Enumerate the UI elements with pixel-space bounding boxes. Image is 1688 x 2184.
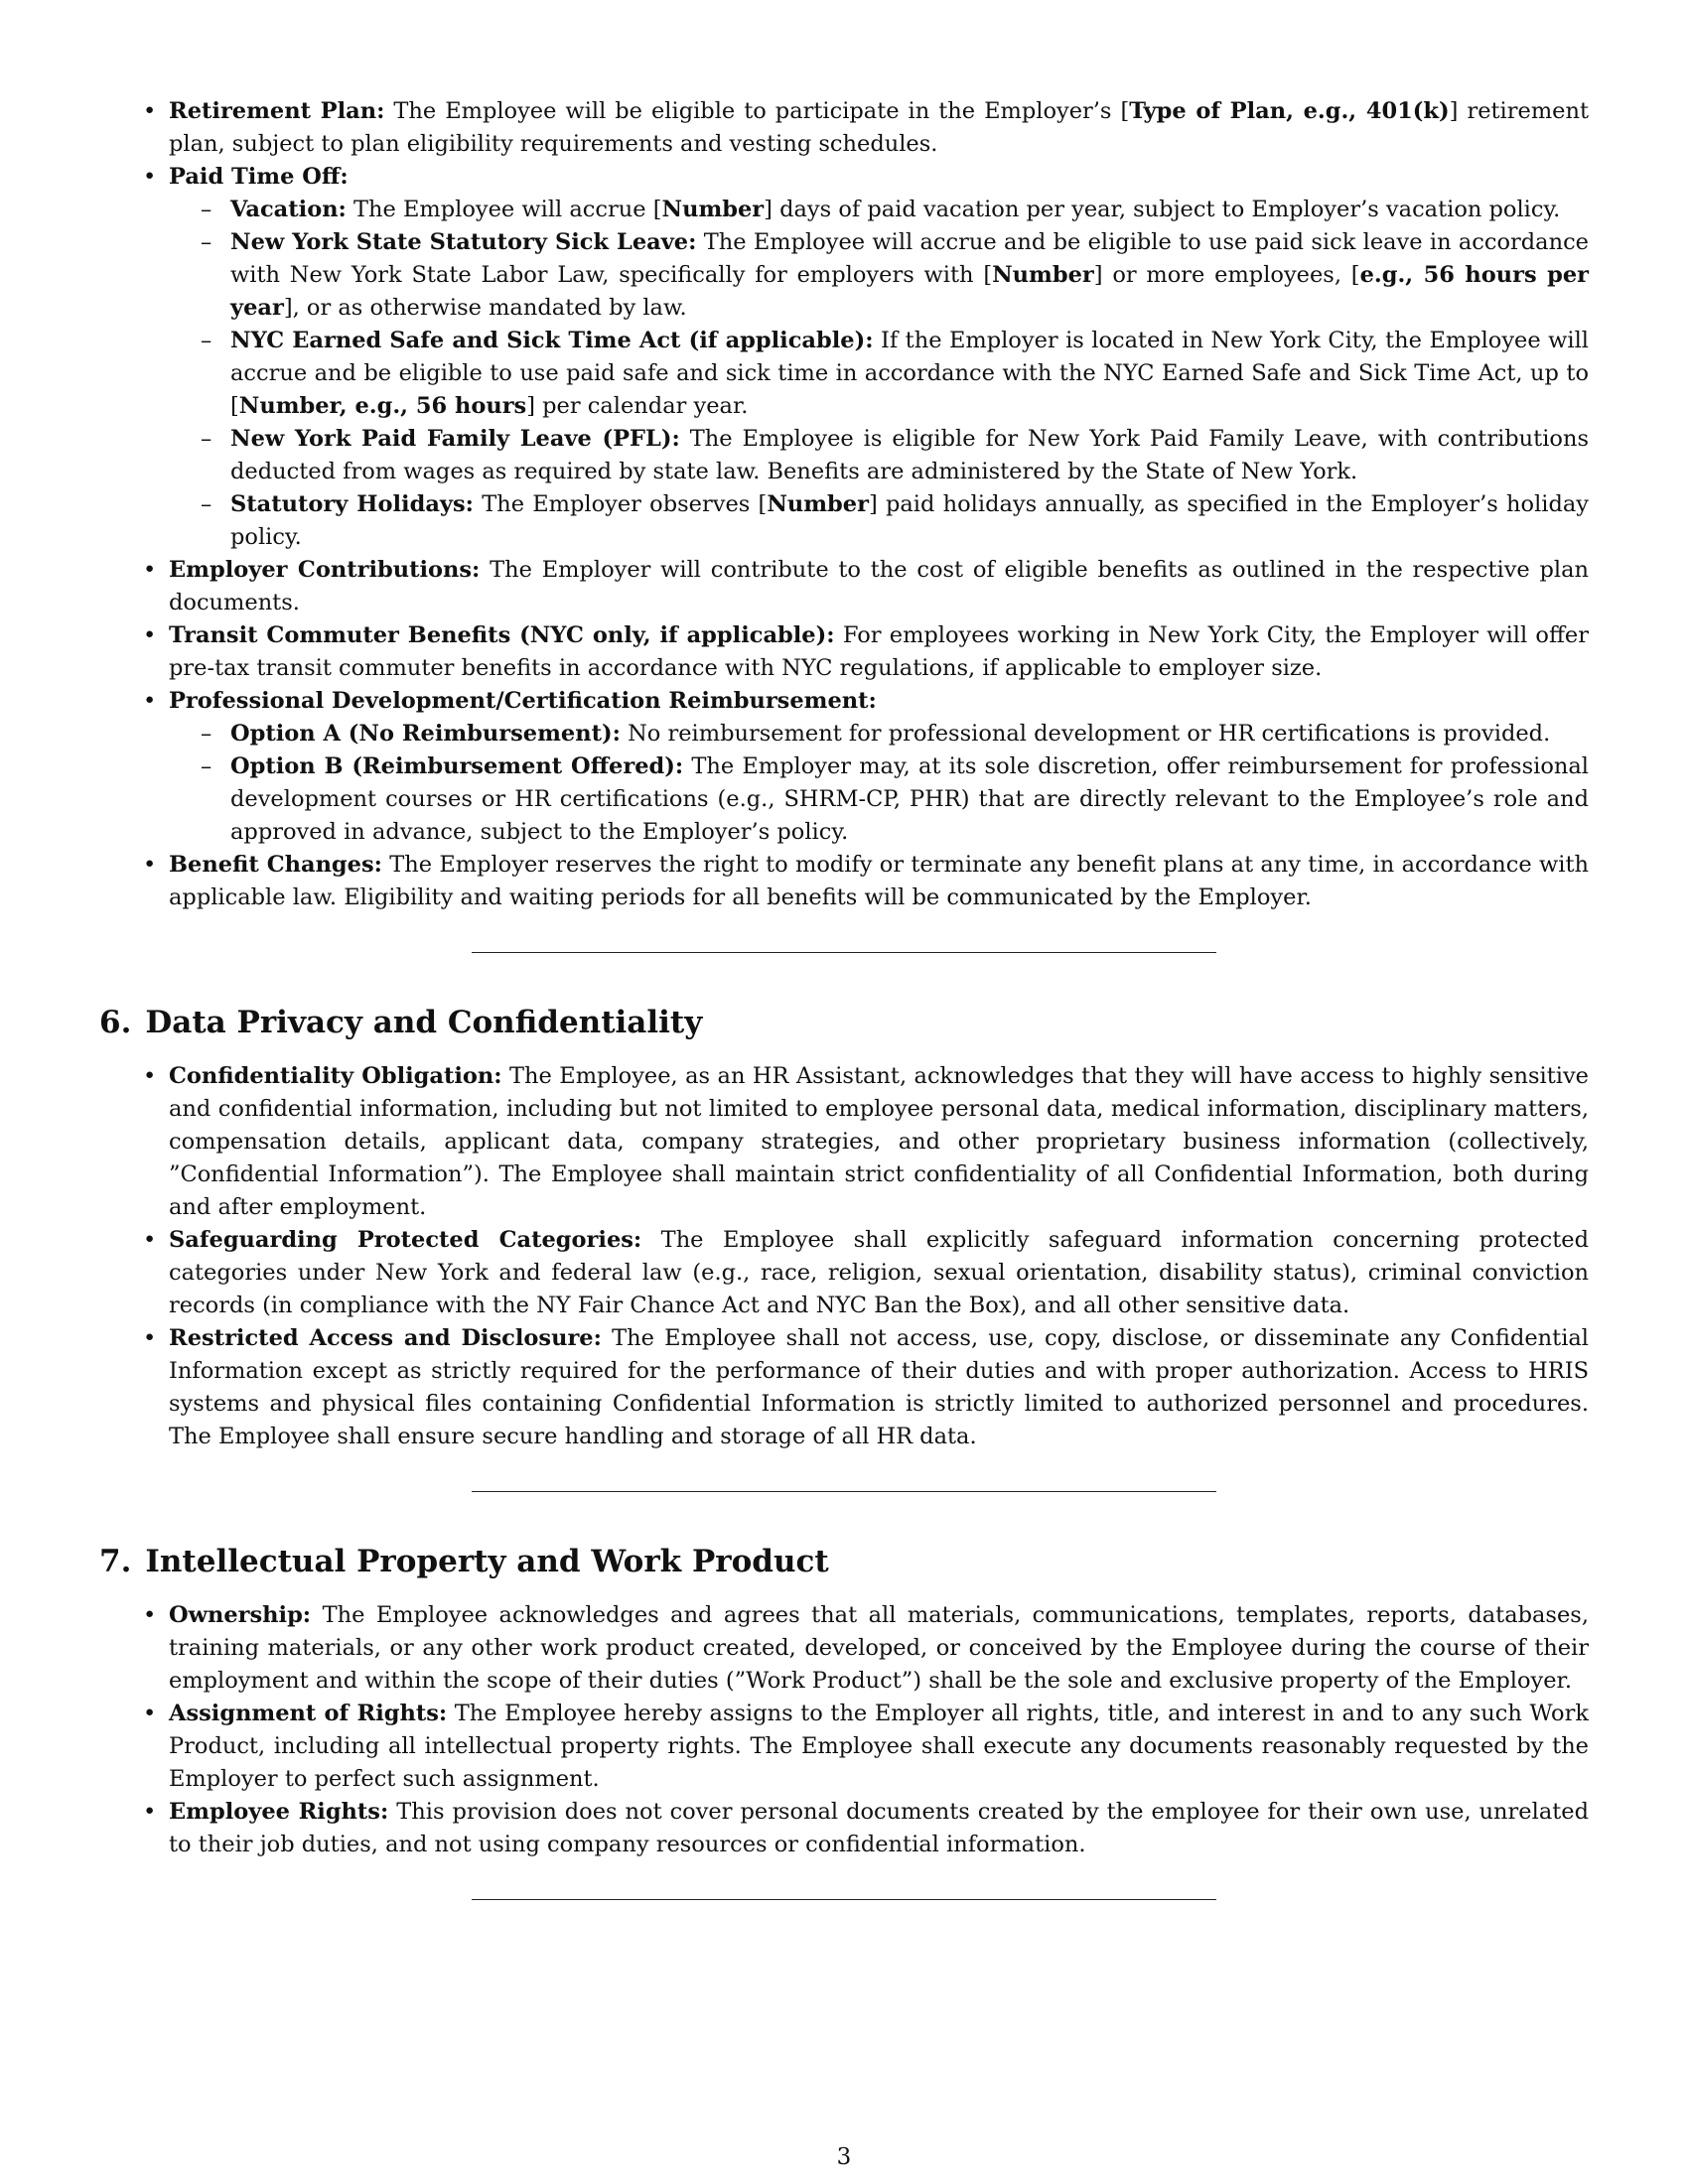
horizontal-divider xyxy=(472,1899,1216,1900)
item-label: Assignment of Rights: xyxy=(169,1701,448,1726)
list-item xyxy=(169,1796,1589,1861)
text: This provision does not cover personal documents created by the employee for their own use, unrelated to their job duties, and not using company resources or confidential information. xyxy=(169,1799,1589,1857)
sublist-item-holidays xyxy=(230,488,1589,554)
text: No reimbursement for professional development or HR certifications is provided. xyxy=(620,721,1551,747)
placeholder-text: Number xyxy=(767,491,869,517)
text: The Employee will be eligible to participate in the Employer’s [ xyxy=(384,98,1130,124)
sublist-item-nys-sick-leave xyxy=(230,226,1589,325)
list-item xyxy=(169,1599,1589,1698)
placeholder-text: Number xyxy=(661,197,765,222)
list-item xyxy=(169,1322,1589,1453)
sublist-item-vacation xyxy=(230,194,1589,226)
list-item-employer-contributions xyxy=(169,554,1589,619)
pto-sublist xyxy=(169,194,1589,554)
sublist-item-pfl xyxy=(230,423,1589,488)
item-label: Statutory Holidays: xyxy=(230,491,474,517)
text: The Employer will contribute to the cost of eligible benefits as outlined in the respective plan documents. xyxy=(169,557,1590,615)
list-item xyxy=(169,1060,1589,1224)
list-item-professional-development xyxy=(169,685,1589,849)
placeholder-text: Type of Plan, e.g., 401(k) xyxy=(1129,98,1450,124)
item-label: Restricted Access and Disclosure: xyxy=(169,1325,602,1351)
prof-dev-sublist xyxy=(169,718,1589,849)
section-7-list xyxy=(99,1599,1589,1861)
text: The Employee hereby assigns to the Employer all rights, title, and interest in and to any such Work Product, including all intellectual property rights. The Employee shall execute any documents reasonably requested by the Employer to perfect such assignment. xyxy=(169,1701,1589,1792)
document-page xyxy=(99,95,1589,1950)
text: The Employee will accrue [ xyxy=(346,197,662,222)
sublist-item-nyc-esst xyxy=(230,325,1589,423)
section-number: 6. xyxy=(99,1005,132,1040)
item-label: Employer Contributions: xyxy=(169,557,481,583)
item-label: Transit Commuter Benefits (NYC only, if applicable): xyxy=(169,622,835,648)
section-title: Data Privacy and Confidentiality xyxy=(145,1005,703,1040)
text: The Employee, as an HR Assistant, acknowledges that they will have access to highly sensitive and confidential information, including but not limited to employee personal data, medical information, disciplinary matters, compensation details, applicant data, company strategies, and other proprietary business information (collectively, ”Confidential Information”). The Employee shall maintain strict confidentiality of all Confidential Information, both during and after employment. xyxy=(169,1063,1589,1220)
list-item-transit-benefits xyxy=(169,619,1589,685)
benefits-list xyxy=(99,95,1589,914)
list-item xyxy=(169,1224,1589,1322)
text: If the Employer is located in New York City, the Employee will accrue and be eligible to use paid safe and sick time in accordance with the NYC Earned Safe and Sick Time Act, up to [ xyxy=(230,328,1589,419)
text: The Employer may, at its sole discretion, offer reimbursement for professional development courses or HR certifications (e.g., SHRM-CP, PHR) that are directly relevant to the Employee’s role and approved in advance, subject to the Employer’s policy. xyxy=(230,753,1589,845)
item-label: Benefit Changes: xyxy=(169,852,382,878)
text: The Employer observes [ xyxy=(473,491,768,517)
list-item xyxy=(169,1698,1589,1796)
item-label: Option B (Reimbursement Offered): xyxy=(230,753,684,779)
placeholder-text: Number xyxy=(992,262,1094,288)
list-item-benefit-changes xyxy=(169,849,1589,914)
section-heading-7 xyxy=(99,1542,1589,1581)
item-label: Professional Development/Certification Reimbursement: xyxy=(169,688,877,714)
item-label: Ownership: xyxy=(169,1602,312,1628)
item-label: Confidentiality Obligation: xyxy=(169,1063,502,1089)
text: ] retirement plan, subject to plan eligibility requirements and vesting schedules. xyxy=(169,98,1590,157)
text: The Employee shall explicitly safeguard information concerning protected categories under New York and federal law (e.g., race, religion, sexual orientation, disability status), criminal conviction records (in compliance with the NY Fair Chance Act and NYC Ban the Box), and all other sensitive data. xyxy=(169,1227,1589,1318)
item-label: Paid Time Off: xyxy=(169,164,349,190)
text: The Employee shall not access, use, copy, disclose, or disseminate any Confidential Information except as strictly required for the performance of their duties and with proper authorization. Access to HRIS systems and physical files containing Confidential Information is strictly limited to authorized personnel and procedures. The Employee shall ensure secure handling and storage of all HR data. xyxy=(169,1325,1589,1449)
sublist-item-option-a xyxy=(230,718,1589,751)
horizontal-divider xyxy=(472,1491,1216,1492)
item-label: Option A (No Reimbursement): xyxy=(230,721,621,747)
text: ] per calendar year. xyxy=(526,393,749,419)
horizontal-divider xyxy=(472,952,1216,953)
section-number: 7. xyxy=(99,1544,132,1579)
placeholder-text: Number, e.g., 56 hours xyxy=(238,393,527,419)
text: ] paid holidays annually, as specified in the Employer’s holiday policy. xyxy=(230,491,1590,550)
item-label: Safeguarding Protected Categories: xyxy=(169,1227,642,1253)
page-number: 3 xyxy=(836,2144,852,2170)
section-6-list xyxy=(99,1060,1589,1453)
section-heading-6 xyxy=(99,1003,1589,1042)
text: The Employee is eligible for New York Paid Family Leave, with contributions deducted from wages as required by state law. Benefits are administered by the State of New York. xyxy=(230,426,1589,484)
section-title: Intellectual Property and Work Product xyxy=(145,1544,829,1579)
sublist-item-option-b xyxy=(230,751,1589,849)
text: The Employee will accrue and be eligible to use paid sick leave in accordance with New York State Labor Law, specifically for employers with [ xyxy=(230,229,1589,288)
list-item-retirement-plan xyxy=(169,95,1589,161)
text: ], or as otherwise mandated by law. xyxy=(283,295,687,321)
text: The Employee acknowledges and agrees that all materials, communications, templates, reports, databases, training materials, or any other work product created, developed, or conceived by the Employee during the course of their employment and within the scope of their duties (”Work Product”) shall be the sole and exclusive property of the Employer. xyxy=(169,1602,1589,1694)
text: The Employer reserves the right to modify or terminate any benefit plans at any time, in accordance with applicable law. Eligibility and waiting periods for all benefits will be communicated by the Employer. xyxy=(169,852,1589,910)
item-label: Retirement Plan: xyxy=(169,98,385,124)
text: ] or more employees, [ xyxy=(1093,262,1360,288)
item-label: New York State Statutory Sick Leave: xyxy=(230,229,697,255)
text: ] days of paid vacation per year, subject to Employer’s vacation policy. xyxy=(764,197,1561,222)
item-label: Vacation: xyxy=(230,197,347,222)
placeholder-text: e.g., 56 hours per year xyxy=(230,262,1590,321)
text: For employees working in New York City, the Employer will offer pre-tax transit commuter benefits in accordance with NYC regulations, if applicable to employer size. xyxy=(169,622,1590,681)
item-label: NYC Earned Safe and Sick Time Act (if applicable): xyxy=(230,328,874,353)
item-label: New York Paid Family Leave (PFL): xyxy=(230,426,680,452)
item-label: Employee Rights: xyxy=(169,1799,389,1825)
list-item-paid-time-off xyxy=(169,161,1589,554)
